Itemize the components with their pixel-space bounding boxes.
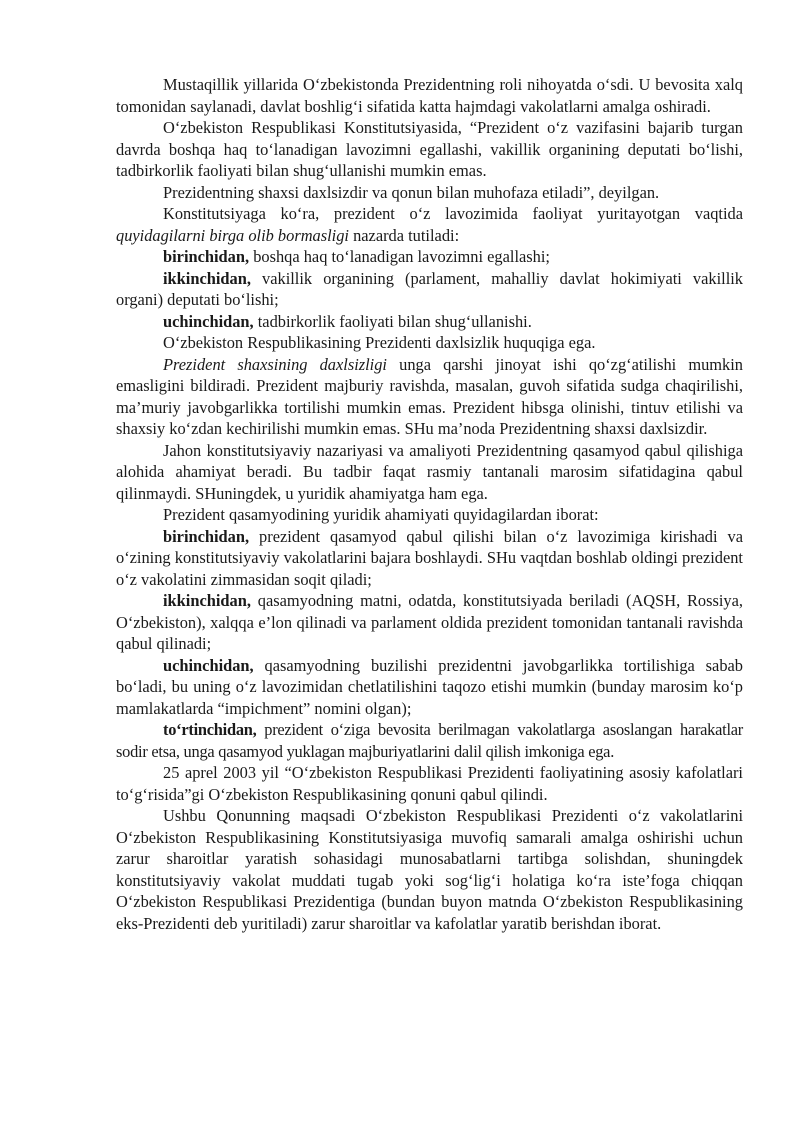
text-run: Mustaqillik yillarida O‘zbekistonda Prezidentning roli nihoyatda o‘sdi. U bevosita xalq tomonidan saylanadi, davlat boshlig‘i sifatida katta hajmdagi vakolatlarni amalga oshiradi. [116,75,743,116]
text-run: Prezident qasamyodining yuridik ahamiyati quyidagilardan iborat: [163,505,599,524]
text-run: qasamyodning matni, odatda, konstitutsiyada beriladi (AQSH, Rossiya, O‘zbekiston), xalqqa e’lon qilinadi va parlament oldida prezident tomonidan tantanali ravishda qabul qilinadi; [116,591,743,653]
text-run: Konstitutsiyaga ko‘ra, prezident o‘z lavozimida faoliyat yuritayotgan vaqtida [163,204,743,223]
paragraph-p3 [116,182,743,204]
bold-lead: ikkinchidan, [163,591,251,610]
paragraph-p17 [116,805,743,934]
paragraph-p14 [116,655,743,720]
text-run: prezident qasamyod qabul qilishi bilan o‘z lavozimiga kirishadi va o‘zining konstitutsiyaviy vakolatlarini bajara boshlaydi. SHu vaqtdan boshlab oldingi prezident o‘z vakolatini zimmasidan soqit qiladi; [116,526,743,589]
paragraph-p6 [116,268,743,311]
paragraph-p9 [116,354,743,440]
text-run: boshqa haq to‘lanadigan lavozimni egallashi; [249,247,550,266]
document-body [116,74,743,934]
bold-lead: uchinchidan, [163,655,254,675]
italic-phrase: quyidagilarni birga olib bormasligi [116,225,349,245]
text-run: Prezidentning shaxsi daxlsizdir va qonun bilan muhofaza etiladi”, deyilgan. [163,182,660,202]
text-run: Ushbu Qonunning maqsadi O‘zbekiston Respublikasi Prezidenti o‘z vakolatlarini O‘zbekiston Respublikasining Konstitutsiyasiga muvofiq samarali amalga oshirishi uchun zarur sharoitlar yaratish sohasidagi munosabatlarni tartibga solishdan, shuningdek konstitutsiyaviy vakolat muddati tugab yoki sog‘lig‘i holatiga ko‘ra iste’foga chiqqan O‘zbekiston Respublikasi Prezidentiga (bundan buyon matnda O‘zbekiston Respublikasining eks-Prezidenti deb yuritiladi) zarur sharoitlar va kafolatlar yaratib berishdan iborat. [116,806,743,933]
text-run: tadbirkorlik faoliyati bilan shug‘ullanishi. [253,311,532,331]
paragraph-p13 [116,590,743,655]
paragraph-p5 [116,246,743,268]
paragraph-p8 [116,332,743,354]
bold-lead: to‘rtinchidan, [163,720,257,739]
text-run: qasamyodning buzilishi prezidentni javobgarlikka tortilishiga sabab bo‘ladi, bu uning o‘z lavozimidan chetlatilishini taqozo etishi mumkin (bunday marosim ko‘p mamlakatlarda “impichment” nomini olgan); [116,655,743,718]
text-run: O‘zbekiston Respublikasi Konstitutsiyasida, “Prezident o‘z vazifasini bajarib turgan davrda boshqa haq to‘lanadigan lavozimni egallashi, vakillik organining deputati bo‘lishi, tadbirkorlik faoliyati bilan shug‘ullanishi mumkin emas. [116,118,743,180]
paragraph-p2 [116,117,743,182]
paragraph-p7 [116,311,743,333]
paragraph-p1 [116,74,743,117]
bold-lead: uchinchidan, [163,311,254,331]
italic-phrase: Prezident shaxsining daxlsizligi [163,354,387,374]
text-run: O‘zbekiston Respublikasining Prezidenti daxlsizlik huquqiga ega. [163,333,596,352]
paragraph-p12 [116,526,743,591]
text-run: vakillik organining (parlament, mahalliy davlat hokimiyati vakillik organi) deputati bo‘lishi; [116,268,743,309]
bold-lead: birinchidan, [163,247,250,266]
paragraph-p16 [116,762,743,805]
paragraph-p15 [116,719,743,762]
text-run: unga qarshi jinoyat ishi qo‘zg‘atilishi mumkin emasligini bildiradi. Prezident majburiy ravishda, masalan, guvoh sifatida sudga chaqirilishi, ma’muriy javobgarlikka tortilishi mumkin emas. Prezident hibsga olinishi, tintuv etilishi va shaxsiy ko‘zdan kechirilishi mumkin emas. SHu ma’noda Prezidentning shaxsi daxlsizdir. [116,354,743,438]
text-run: prezident o‘ziga bevosita berilmagan vakolatlarga asoslangan harakatlar sodir etsa, unga qasamyod yuklagan majburiyatlarini dalil qilish imkoniga ega. [116,720,743,761]
bold-lead: ikkinchidan, [163,268,251,288]
bold-lead: birinchidan, [163,526,250,546]
text-run: nazarda tutiladi: [348,225,460,245]
paragraph-p10 [116,440,743,505]
paragraph-p11 [116,504,743,526]
paragraph-p4 [116,203,743,246]
text-run: Jahon konstitutsiyaviy nazariyasi va amaliyoti Prezidentning qasamyod qabul qilishiga alohida ahamiyat beradi. Bu tadbir faqat rasmiy tantanali marosim sifatidagina qabul qilinmaydi. SHuningdek, u yuridik ahamiyatga ham ega. [116,440,743,503]
text-run: 25 aprel 2003 yil “O‘zbekiston Respublikasi Prezidenti faoliyatining asosiy kafolatlari to‘g‘risida”gi O‘zbekiston Respublikasining qonuni qabul qilindi. [116,763,743,804]
